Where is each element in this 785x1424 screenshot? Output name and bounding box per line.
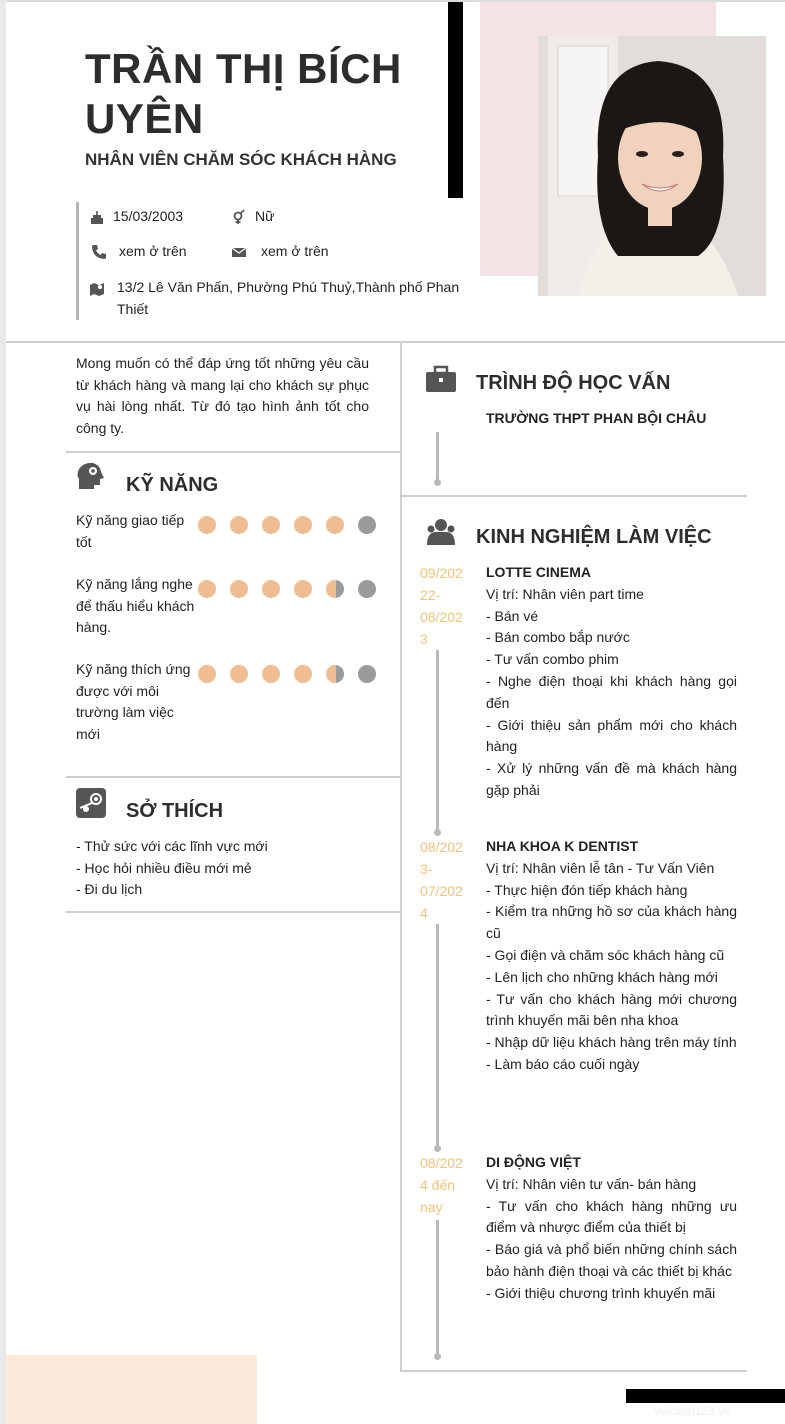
profile-photo <box>538 36 766 296</box>
birthday-value: 15/03/2003 <box>113 208 184 224</box>
job-line: - Báo giá và phổ biến những chính sách bảo hành điện thoại và các thiết bị khác <box>486 1241 737 1279</box>
job-line: - Kiểm tra những hồ sơ của khách hàng cũ <box>486 903 737 942</box>
education-school: TRƯỜNG THPT PHAN BỘI CHÂU <box>486 410 707 426</box>
skills-head-icon <box>76 461 108 493</box>
phone-icon <box>91 244 107 260</box>
career-objective: Mong muốn có thể đáp ứng tốt những yêu cầu từ khách hàng và mang lại cho khách sự phục vụ hài lòng nhất. Từ đó tạo hình ảnh tốt cho công ty. <box>76 355 369 436</box>
info-birthday <box>89 208 183 225</box>
rating-dot <box>294 516 312 534</box>
timeline-line <box>436 650 439 832</box>
job-line: - Giới thiệu sản phẩm mới cho khách hàng <box>486 716 737 755</box>
skills-title: KỸ NĂNG <box>126 474 219 496</box>
info-address <box>89 276 464 320</box>
portrait-illustration <box>538 36 766 296</box>
job-line: - Tư vấn cho khách hàng những ưu điểm và nhược điểm của thiết bị <box>486 1197 737 1236</box>
birthday-icon <box>89 209 105 225</box>
job-entry <box>486 562 737 802</box>
address-value: 13/2 Lê Văn Phấn, Phường Phú Thuỷ,Thành phố Phan Thiết <box>117 279 460 317</box>
skill-label: Kỹ năng lắng nghe để thấu hiểu khách hàng. <box>76 576 195 635</box>
hobbies-title: SỞ THÍCH <box>126 800 224 822</box>
rating-dot <box>294 665 312 683</box>
job-line: Vị trí: Nhân viên lễ tân - Tư Vấn Viên <box>486 859 715 876</box>
job-date <box>420 1152 472 1218</box>
timeline-line <box>436 432 439 482</box>
job-line: - Nghe điện thoại khi khách hàng gọi đến <box>486 672 737 711</box>
user-group-icon <box>425 517 457 549</box>
divider-hobbies <box>66 911 400 913</box>
job-date <box>420 836 472 924</box>
phone-value: xem ở trên <box>119 243 187 259</box>
skill-rating <box>198 516 390 534</box>
skill-label: Kỹ năng giao tiếp tốt <box>76 512 185 550</box>
job-line: - Bán combo bắp nước <box>486 629 630 646</box>
job-line: - Thực hiện đón tiếp khách hàng <box>486 881 688 898</box>
list-item: - Đi du lịch <box>76 881 143 897</box>
job-line: - Nhập dữ liệu khách hàng trên máy tính <box>486 1034 737 1051</box>
rating-dot <box>198 516 216 534</box>
job-line: - Tư vấn combo phim <box>486 651 619 668</box>
date-line: 09/202 <box>420 565 463 581</box>
timeline-dot <box>434 829 441 836</box>
company-name: LOTTE CINEMA <box>486 564 591 580</box>
timeline-dot <box>434 1353 441 1360</box>
rating-dot <box>294 580 312 598</box>
rating-dot <box>262 516 280 534</box>
email-value: xem ở trên <box>261 243 329 259</box>
candidate-name: TRẦN THỊ BÍCH UYÊN <box>85 45 402 142</box>
rating-dot <box>326 580 344 598</box>
company-name: DI ĐỘNG VIỆT <box>486 1154 581 1170</box>
job-line: Vị trí: Nhân viên part time <box>486 585 644 602</box>
date-line: 08/202 <box>420 839 463 855</box>
skill-rating <box>198 580 390 598</box>
info-email <box>231 243 329 260</box>
info-phone <box>91 243 187 260</box>
rating-dot <box>230 580 248 598</box>
job-line: - Bán vé <box>486 607 539 624</box>
date-line: 4 đến <box>420 1177 456 1193</box>
rating-dot <box>198 580 216 598</box>
timeline-dot <box>434 479 441 486</box>
decor-black-footer <box>626 1389 785 1403</box>
section-divider <box>6 341 785 343</box>
job-line: - Làm báo cáo cuối ngày <box>486 1055 640 1072</box>
rating-dot <box>262 665 280 683</box>
job-line: - Gọi điện và chăm sóc khách hàng cũ <box>486 946 725 963</box>
list-item: - Thử sức với các lĩnh vực mới <box>76 838 268 854</box>
rating-dot <box>198 665 216 683</box>
divider-experience <box>402 1370 747 1372</box>
job-entry <box>486 1152 737 1305</box>
company-name: NHA KHOA K DENTIST <box>486 838 639 854</box>
date-line: nay <box>420 1199 443 1215</box>
column-divider <box>400 343 402 1372</box>
date-line: 3- <box>420 861 433 877</box>
map-icon <box>89 281 105 297</box>
decor-black-bar <box>448 2 463 198</box>
job-entry <box>486 836 737 1076</box>
divider-education <box>402 495 747 497</box>
steam-icon <box>76 788 108 820</box>
gender-value: Nữ <box>255 208 275 224</box>
education-title: TRÌNH ĐỘ HỌC VẤN <box>476 372 671 394</box>
skill-rating <box>198 665 390 683</box>
watermark: vieclam123.vn <box>654 1404 731 1418</box>
info-divider <box>76 202 79 320</box>
timeline-line <box>436 924 439 1148</box>
rating-dot <box>358 665 376 683</box>
skill-label: Kỹ năng thích ứng được với môi trường làm việc mới <box>76 661 191 742</box>
divider-skills <box>66 776 400 778</box>
divider-summary <box>66 451 400 453</box>
rating-dot <box>326 516 344 534</box>
list-item: - Học hỏi nhiều điều mới mẻ <box>76 859 252 876</box>
page-edge <box>0 0 6 1424</box>
job-line: - Xử lý những vấn đề mà khách hàng gặp phải <box>486 760 737 798</box>
rating-dot <box>326 665 344 683</box>
date-line: 4 <box>420 905 428 921</box>
date-line: 08/202 <box>420 609 463 625</box>
experience-title: KINH NGHIỆM LÀM VIỆC <box>476 526 712 548</box>
date-line: 07/202 <box>420 883 463 899</box>
date-line: 22- <box>420 587 441 603</box>
rating-dot <box>358 580 376 598</box>
rating-dot <box>230 516 248 534</box>
info-gender <box>231 208 274 225</box>
job-line: - Lên lịch cho những khách hàng mới <box>486 968 718 985</box>
briefcase-icon <box>425 364 457 396</box>
job-date <box>420 562 472 650</box>
rating-dot <box>230 665 248 683</box>
rating-dot <box>358 516 376 534</box>
job-line: - Giới thiệu chương trình khuyến mãi <box>486 1284 716 1301</box>
email-icon <box>231 244 247 260</box>
timeline-line <box>436 1220 439 1356</box>
timeline-dot <box>434 1145 441 1152</box>
date-line: 08/202 <box>420 1155 463 1171</box>
hobbies-list <box>76 836 268 901</box>
job-title: NHÂN VIÊN CHĂM SÓC KHÁCH HÀNG <box>85 150 397 169</box>
gender-icon <box>231 209 247 225</box>
rating-dot <box>262 580 280 598</box>
job-line: Vị trí: Nhân viên tư vấn- bán hàng <box>486 1175 697 1192</box>
date-line: 3 <box>420 631 428 647</box>
job-line: - Tư vấn cho khách hàng mới chương trình khuyến mãi bên nha khoa <box>486 990 737 1029</box>
decor-peach-block <box>6 1355 257 1424</box>
